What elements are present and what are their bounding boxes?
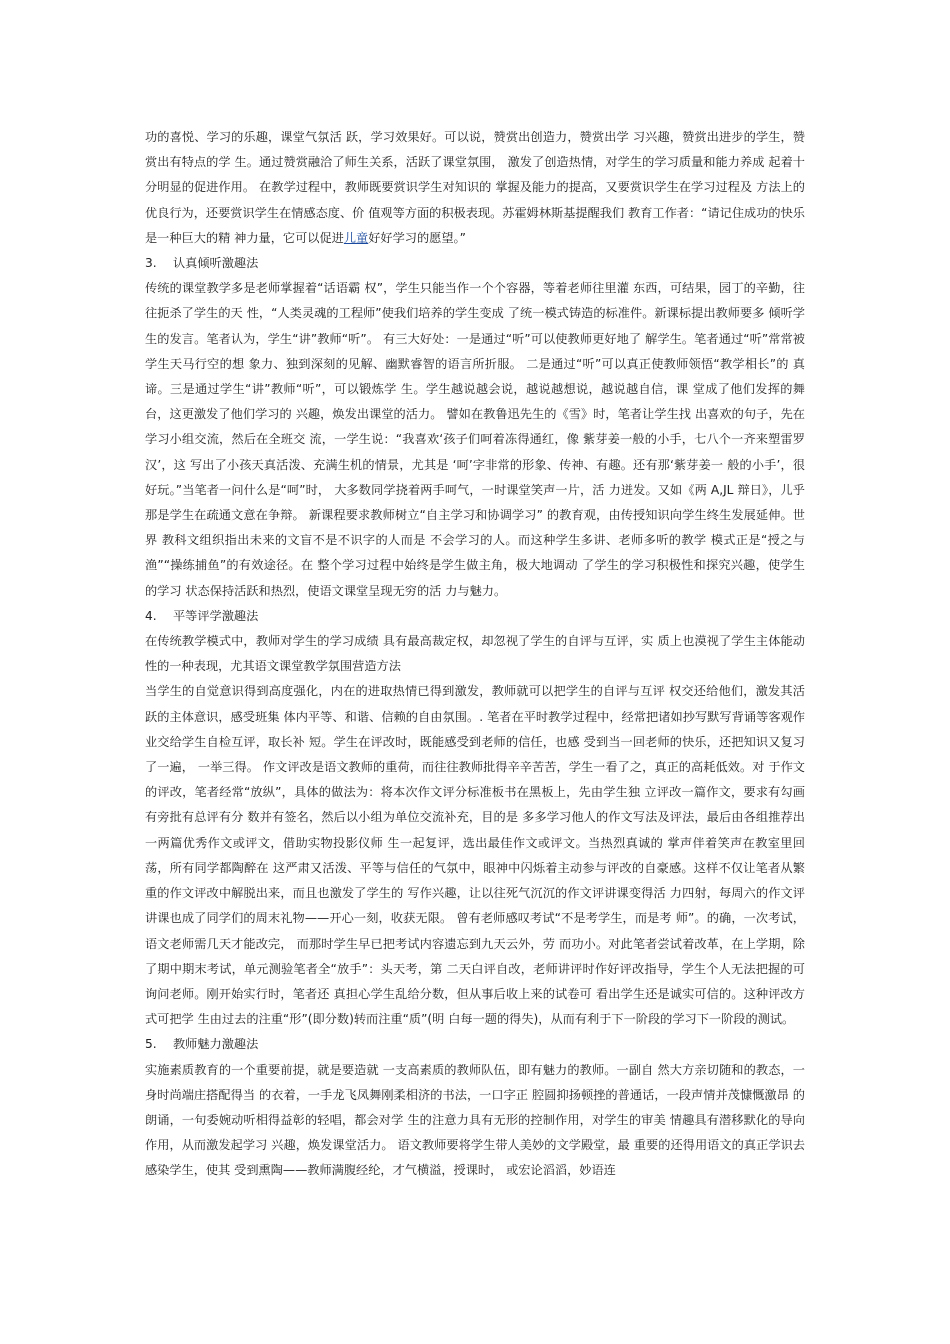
paragraph-text: 在传统教学模式中，教师对学生的学习成绩 具有最高裁定权，却忽视了学生的自评与互评，实 质上也漠视了学生主体能动性的一种表现，尤其语文课堂教学氛围营造方法 (145, 634, 805, 674)
section-heading (145, 1032, 805, 1057)
section-number: 4. (145, 608, 157, 623)
paragraph-text: 实施素质教育的一个重要前提，就是要造就 一支高素质的教师队伍，即有魅力的教师。一副自 然大方亲切随和的教态，一身时尚端庄搭配得当 的衣着，一手龙飞凤舞刚柔相济的书法，一口字正 腔圆抑扬顿挫的普通话，一段声情并茂慷慨激昂 的朗诵，一句委婉动听相得益彰的轻唱，都会对学 生的注意力具有无形的控制作用，对学生的审美 情趣具有潜移默化的导向作用，从而激发起学习 兴趣，焕发课堂活力。 语文教师要将学生带人美妙的文学殿堂，最 重要的还得用语文的真正学识去感染学生，使其 受到熏陶——教师满腹经纶，才气横溢，授课时， 或宏论滔滔，妙语连 (145, 1062, 805, 1178)
body-paragraph (145, 629, 805, 679)
paragraph-text: 好好学习的愿望。” (368, 230, 466, 245)
section-heading (145, 604, 805, 629)
paragraph-text: 传统的课堂教学多是老师掌握着“话语霸 权”，学生只能当作一个个容器，等着老师往里灌 东西，可结果，园丁的辛勤，往往扼杀了学生的天 性，“人类灵魂的工程师”使我们培养的学生变成 了统一模式铸造的标准件。新课标提出教师要多 倾听学生的发言。笔者认为，学生“讲”教师“听”。 有三大好处：一是通过“听”可以使教师更好地了 解学生。笔者通过“听”常常被学生天马行空的想 象力、独到深刻的见解、幽默睿智的语言所折服。 二是通过“听”可以真正使教师领悟“教学相长”的 真谛。三是通过学生“讲”教师“听”，可以锻炼学 生。学生越说越会说，越说越想说，越说越自信，课 堂成了他们发挥的舞台，这更激发了他们学习的 兴趣，焕发出课堂的活力。 譬如在教鲁迅先生的《雪》时，笔者让学生找 出喜欢的句子，先在学习小组交流，然后在全班交 流，一学生说：“我喜欢‘孩子们呵着冻得通红，像 紫芽姜一般的小手，七八个一齐来塑雷罗汉’，这 写出了小孩天真活泼、充满生机的情景，尤其是 ‘呵’字非常的形象、传神、有趣。还有那‘紫芽姜一 般的小手’，很好玩。”当笔者一问什么是“呵”时， 大多数同学挠着两手呵气，一时课堂笑声一片，活 力迸发。又如《两 A,JL 辩日》，儿乎那是学生在疏通文意在争辩。 新课程要求教师树立“自主学习和协调学习” 的教育观，由传授知识向学生终生发展延伸。世界 教科文组织指出未来的文盲不是不识字的人而是 不会学习的人。而这种学生多讲、老师多听的教学 模式正是“授之与渔”“操练捕鱼”的有效途径。在 整个学习过程中始终是学生做主角，极大地调动 了学生的学习积极性和探究兴趣，使学生的学习 状态保持活跃和热烈，使语文课堂呈现无穷的活 力与魅力。 (145, 281, 805, 598)
body-paragraph (145, 1058, 805, 1184)
inline-link[interactable]: 儿童 (343, 230, 369, 245)
section-heading (145, 251, 805, 276)
body-paragraph (145, 679, 805, 1032)
body-paragraph (145, 125, 805, 251)
paragraph-text: 当学生的自觉意识得到高度强化，内在的进取热情已得到激发，教师就可以把学生的自评与互评 权交还给他们，激发其活跃的主体意识，感受班集 体内平等、和谐、信赖的自由氛围。. 笔者在平时教学过程中，经常把诸如抄写默写背诵等客观作业交给学生自检互评，取长补 短。学生在评改时，既能感受到老师的信任，也感 受到当一回老师的快乐，还把知识又复习了一遍， 一举三得。 作文评改是语文教师的重荷，而往往教师批得辛辛苦苦，学生一看了之，真正的高耗低效。对 于作文的评改，笔者经常“放纵”，具体的做法为：将本次作文评分标准板书在黑板上，先由学生独 立评改一篇作文，要求有勾画有旁批有总评有分 数并有签名，然后以小组为单位交流补充，目的是 多多学习他人的作文写法及评法，最后由各组推荐出一两篇优秀作文或评文，借助实物投影仪师 生一起复评，选出最佳作文或评文。当热烈真诚的 掌声伴着笑声在教室里回荡，所有同学都陶醉在 这严肃又活泼、平等与信任的气氛中，眼神中闪烁着主动参与评改的自豪感。这样不仅让笔者从繁 重的作文评改中解脱出来，而且也激发了学生的 写作兴趣，让以往死气沉沉的作文评讲课变得活 力四射，每周六的作文评讲课也成了同学们的周末礼物——开心一刻，收获无限。 曾有老师感叹考试“不是考学生，而是考 师”。的确，一次考试，语文老师需几天才能改完， 而那时学生早已把考试内容遗忘到九天云外，劳 而功小。对此笔者尝试着改革，在上学期，除了期中期末考试，单元测验笔者全“放手”：头天考，第 二天白评自改，老师讲评时作好评改指导，学生个人无法把握的可询问老师。刚开始实行时，笔者还 真担心学生乱给分数，但从事后收上来的试卷可 看出学生还是诚实可信的。这种评改方式可把学 生由过去的注重“形”(即分数)转而注重“质”(明 白每一题的得失)，从而有利于下一阶段的学习下一阶段的测试。 (145, 684, 805, 1027)
section-number: 5. (145, 1037, 157, 1052)
section-title: 认真倾听激趣法 (173, 256, 259, 271)
section-number: 3. (145, 256, 157, 271)
document-page (145, 125, 805, 1184)
section-title: 平等评学激趣法 (173, 608, 259, 623)
paragraph-text: 功的喜悦、学习的乐趣，课堂气氛活 跃，学习效果好。可以说，赞赏出创造力，赞赏出学 习兴趣，赞赏出进步的学生，赞赏出有特点的学 生。通过赞赏融洽了师生关系，活跃了课堂氛围， 激发了创造热情，对学生的学习质量和能力养成 起着十分明显的促进作用。 在教学过程中，教师既要赏识学生对知识的 掌握及能力的提高，又要赏识学生在学习过程及 方法上的优良行为，还要赏识学生在情感态度、价 值观等方面的积极表现。苏霍姆林斯基提醒我们 教育工作者：“请记住成功的快乐是一种巨大的精 神力量，它可以促进 (145, 130, 805, 245)
body-paragraph (145, 276, 805, 604)
section-title: 教师魅力激趣法 (173, 1037, 259, 1052)
